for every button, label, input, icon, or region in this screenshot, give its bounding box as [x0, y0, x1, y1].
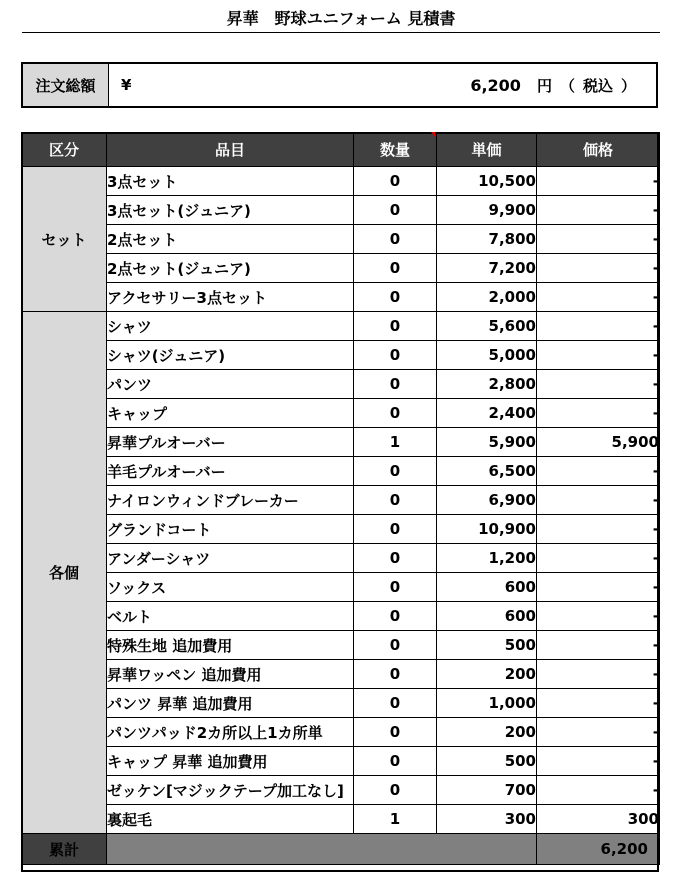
item-name-cell: ソックス [107, 573, 354, 602]
quantity-cell[interactable]: 1 [354, 805, 437, 834]
table-row [22, 254, 660, 283]
table-row [22, 544, 660, 573]
paren-open: （ [559, 76, 575, 95]
unit-price-cell: 2,800 [437, 370, 537, 399]
quantity-cell[interactable]: 0 [354, 399, 437, 428]
order-total-label: 注文総額 [23, 64, 109, 106]
item-name-cell: 2点セット(ジュニア) [107, 254, 354, 283]
item-name-cell: 羊毛プルオーバー [107, 457, 354, 486]
currency-symbol: ¥ [121, 76, 132, 94]
unit-price-cell: 5,600 [437, 312, 537, 341]
unit-price-cell: 500 [437, 747, 537, 776]
unit-price-cell: 700 [437, 776, 537, 805]
price-cell: - [537, 544, 660, 573]
header-category: 区分 [22, 133, 107, 167]
price-cell: - [537, 689, 660, 718]
price-cell: - [537, 631, 660, 660]
price-cell: - [537, 747, 660, 776]
table-row [22, 312, 660, 341]
price-cell: 300 [537, 805, 660, 834]
price-cell: - [537, 515, 660, 544]
unit-price-cell: 10,500 [437, 167, 537, 196]
quantity-cell[interactable]: 1 [354, 428, 437, 457]
price-cell: - [537, 167, 660, 196]
header-unit-price: 単価 [437, 133, 537, 167]
table-row [22, 370, 660, 399]
unit-price-cell: 2,000 [437, 283, 537, 312]
unit-price-cell: 1,200 [437, 544, 537, 573]
table-body [22, 167, 660, 865]
header-quantity: 数量 [354, 133, 437, 167]
price-cell: - [537, 225, 660, 254]
category-cell: セット [22, 167, 107, 312]
category-cell: 各個 [22, 312, 107, 834]
price-cell: 5,900 [537, 428, 660, 457]
quantity-cell[interactable]: 0 [354, 718, 437, 747]
table-row [22, 341, 660, 370]
price-cell: - [537, 573, 660, 602]
price-cell: - [537, 370, 660, 399]
item-name-cell: 裏起毛 [107, 805, 354, 834]
item-name-cell: ナイロンウィンドブレーカー [107, 486, 354, 515]
table-row [22, 283, 660, 312]
table-row [22, 457, 660, 486]
quantity-cell[interactable]: 0 [354, 602, 437, 631]
tax-included-label: 税込 [582, 76, 613, 95]
quantity-cell[interactable]: 0 [354, 544, 437, 573]
table-row [22, 428, 660, 457]
price-cell: - [537, 283, 660, 312]
item-name-cell: 3点セット(ジュニア) [107, 196, 354, 225]
unit-price-cell: 10,900 [437, 515, 537, 544]
quantity-cell[interactable]: 0 [354, 341, 437, 370]
price-cell: - [537, 254, 660, 283]
unit-price-cell: 200 [437, 718, 537, 747]
item-name-cell: 昇華ワッペン 追加費用 [107, 660, 354, 689]
order-total-box [21, 62, 658, 108]
quantity-cell[interactable]: 0 [354, 283, 437, 312]
price-cell: - [537, 718, 660, 747]
unit-price-cell: 9,900 [437, 196, 537, 225]
unit-price-cell: 7,800 [437, 225, 537, 254]
price-cell: - [537, 341, 660, 370]
unit-price-cell: 7,200 [437, 254, 537, 283]
item-name-cell: キャップ [107, 399, 354, 428]
item-name-cell: パンツ [107, 370, 354, 399]
table-row [22, 399, 660, 428]
price-cell: - [537, 486, 660, 515]
paren-close: ） [620, 76, 636, 95]
item-name-cell: パンツ 昇華 追加費用 [107, 689, 354, 718]
header-price: 価格 [537, 133, 660, 167]
quantity-cell[interactable]: 0 [354, 631, 437, 660]
table-header-row [22, 133, 660, 167]
header-item: 品目 [107, 133, 354, 167]
sum-spacer [107, 834, 537, 865]
quantity-cell[interactable]: 0 [354, 689, 437, 718]
quantity-cell[interactable]: 0 [354, 196, 437, 225]
item-name-cell: 特殊生地 追加費用 [107, 631, 354, 660]
unit-price-cell: 1,000 [437, 689, 537, 718]
yen-unit: 円 [536, 76, 552, 95]
quantity-cell[interactable]: 0 [354, 515, 437, 544]
comment-marker [431, 132, 435, 137]
price-cell: - [537, 776, 660, 805]
quantity-cell[interactable]: 0 [354, 486, 437, 515]
price-cell: - [537, 399, 660, 428]
table-row [22, 196, 660, 225]
item-name-cell: ベルト [107, 602, 354, 631]
table-row [22, 718, 660, 747]
quantity-cell[interactable]: 0 [354, 660, 437, 689]
unit-price-cell: 2,400 [437, 399, 537, 428]
item-name-cell: 昇華プルオーバー [107, 428, 354, 457]
unit-price-cell: 600 [437, 602, 537, 631]
document-title: 昇華 野球ユニフォーム 見積書 [22, 6, 660, 33]
order-total-amount: 6,200 [470, 75, 521, 95]
quantity-cell[interactable]: 0 [354, 312, 437, 341]
table-row [22, 747, 660, 776]
quantity-cell[interactable]: 0 [354, 573, 437, 602]
price-cell: - [537, 602, 660, 631]
quantity-cell[interactable]: 0 [354, 457, 437, 486]
price-cell: - [537, 196, 660, 225]
price-cell: - [537, 660, 660, 689]
item-name-cell: アンダーシャツ [107, 544, 354, 573]
quantity-cell[interactable]: 0 [354, 776, 437, 805]
estimate-table [21, 132, 660, 865]
order-total-unit [537, 64, 656, 106]
quantity-cell[interactable]: 0 [354, 747, 437, 776]
table-row [22, 660, 660, 689]
unit-price-cell: 300 [437, 805, 537, 834]
table-row [22, 225, 660, 254]
item-name-cell: シャツ [107, 312, 354, 341]
unit-price-cell: 500 [437, 631, 537, 660]
item-name-cell: シャツ(ジュニア) [107, 341, 354, 370]
item-name-cell: 2点セット [107, 225, 354, 254]
table-row [22, 631, 660, 660]
table-row [22, 486, 660, 515]
item-name-cell: アクセサリー3点セット [107, 283, 354, 312]
table-row [22, 602, 660, 631]
unit-price-cell: 6,500 [437, 457, 537, 486]
unit-price-cell: 200 [437, 660, 537, 689]
table-row [22, 776, 660, 805]
item-name-cell: 3点セット [107, 167, 354, 196]
sum-row [22, 834, 660, 865]
item-name-cell: パンツパッド2カ所以上1カ所単 [107, 718, 354, 747]
item-name-cell: グランドコート [107, 515, 354, 544]
table-row [22, 573, 660, 602]
sum-label: 累計 [22, 834, 107, 865]
quantity-cell[interactable]: 0 [354, 167, 437, 196]
price-cell: - [537, 312, 660, 341]
sum-value: 6,200 [537, 834, 660, 865]
table-row [22, 515, 660, 544]
item-name-cell: ゼッケン[マジックテープ加工なし] [107, 776, 354, 805]
table-row [22, 805, 660, 834]
unit-price-cell: 5,000 [437, 341, 537, 370]
unit-price-cell: 6,900 [437, 486, 537, 515]
table-row [22, 167, 660, 196]
item-name-cell: キャップ 昇華 追加費用 [107, 747, 354, 776]
quantity-cell[interactable]: 0 [354, 225, 437, 254]
quantity-cell[interactable]: 0 [354, 370, 437, 399]
table-row [22, 689, 660, 718]
unit-price-cell: 600 [437, 573, 537, 602]
price-cell: - [537, 457, 660, 486]
quantity-cell[interactable]: 0 [354, 254, 437, 283]
unit-price-cell: 5,900 [437, 428, 537, 457]
